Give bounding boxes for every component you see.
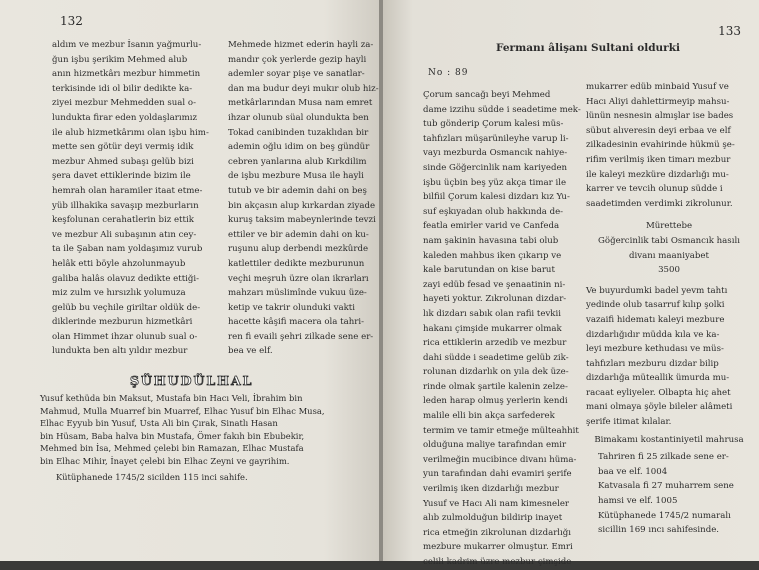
text-line: ziyei mezbur Mehmedden sual o- [52, 98, 196, 109]
text-line: cebren yanlarına alub Kırkdilim [228, 156, 367, 167]
text-line: dizdarlığa müteallik ümurda mu- [586, 373, 730, 384]
text-line: Mehmed bin İsa, Mehmed çelebi bin Ramazan, Elhac Mustafa [40, 443, 304, 454]
text-line: rica ettiklerin arzedib ve mezbur [423, 338, 567, 349]
text-line: nam şakinin havasına tabi olub [423, 235, 559, 246]
right-column-2 [586, 80, 752, 538]
text-line: mezbure mukarrer olmuştur. Emri [423, 542, 573, 553]
decree-order [586, 284, 752, 430]
text-line: tub gönderip Çorum kalesi müs- [423, 119, 564, 130]
section-title: ŞÜHUDÜLHAL [130, 373, 254, 388]
text-line: anın hizmetkârı mezbur himmetin [52, 69, 201, 80]
text-line: alıb zulmolduğun bildirip inayet [423, 513, 563, 524]
text-line: ruşunu alup derbendi mezkûrde [228, 244, 369, 255]
text-line: verilmiş iken dizdarlığı mezbur [423, 484, 559, 495]
right-column-1 [423, 88, 581, 570]
text-line: suf eşkıyadan olub hakkında de- [423, 206, 564, 217]
text-line: aldım ve mezbur İsanın yağmurlu- [52, 40, 202, 50]
text-line: ile kaleyi mezküre dizdarlığı mu- [586, 169, 729, 180]
closing-line: Bimakamı kostantiniyetil mahrusa [594, 434, 744, 445]
text-line: hemrah olan haramiler itaat etme- [52, 185, 203, 196]
text-line: kale barutundan on kise barut [423, 265, 555, 276]
text-line: Çorum sancağı beyi Mehmed [423, 90, 551, 100]
text-line: tahfızları müşarünileyhe varup li- [423, 133, 569, 144]
text-line: Yusuf ve Hacı Ali nam kimesneler [423, 498, 570, 509]
text-line: Tokad canibinden tuzaklıdan bir [228, 127, 369, 138]
page-number: 132 [60, 14, 83, 28]
text-line: gelüb bu veçhile giriltar oldük de- [52, 302, 201, 313]
text-line: malile elli bin akça sarfederek [423, 411, 555, 422]
text-line: ta ile Şaban nam yoldaşımız vurub [52, 244, 203, 255]
right-page [383, 0, 759, 567]
text-line: kaleden mahbus iken çıkarıp ve [423, 250, 562, 261]
text-line: katlettiler dedikte mezburunun [228, 258, 365, 269]
text-line: kuruş taksim mabeynlerinde tevzi [228, 215, 376, 226]
date-block [586, 450, 752, 538]
text-line: ettiler ve bir ademin dahi on ku- [228, 229, 369, 240]
text-line: diklerinde mezburun hizmetkâri [52, 317, 193, 328]
text-line: de işbu mezbure Musa ile hayli [228, 171, 364, 182]
text-line: hakanı çimşide mukarrer olmak [423, 323, 562, 334]
text-line: veçhi meşruh üzre olan ikrarları [228, 273, 369, 284]
left-page [0, 0, 381, 561]
text-line: zayi edüb fesad ve şenaatinin ni- [423, 279, 566, 290]
text-line: mahzarı müslimînde vukuu üze- [228, 288, 367, 299]
left-column-1 [52, 38, 212, 359]
text-line: termim ve tamir etmeğe mülteahhit [423, 425, 579, 436]
text-line: 3500 [658, 265, 680, 276]
text-line: Yusuf kethüda bin Maksut, Mustafa bin Hacı Veli, İbrahim bin [40, 393, 303, 403]
text-line: hayeti yoktur. Zıkrolunan dizdar- [423, 294, 567, 305]
text-line: dan ma budur deyi mukır olub hiz- [228, 83, 379, 94]
text-line: lünün nesnesin almışlar ise bades [586, 111, 734, 122]
document-title: Fermanı âlişanı Sultani oldurki [496, 42, 680, 54]
left-column-2 [228, 38, 378, 359]
text-line: Katvasala fi 27 muharrem sene [598, 481, 734, 492]
text-line: Mahmud, Mulla Muarref bin Muarref, Elhac Yusuf bin Elhac Musa, [40, 405, 325, 416]
text-line: mezbur Ahmed subaşı gelüb bizi [52, 156, 194, 167]
text-line: hacette kâşifi macera ola tahri- [228, 317, 365, 328]
text-line: yüb illhakika savaşıp mezburların [52, 200, 199, 211]
text-line: ren fi evaili şehri zilkade sene er- [228, 331, 374, 342]
text-line: bin Hüsam, Baba halva bin Mustafa, Ömer fakıh bin Ebubekir, [40, 430, 305, 441]
text-line: sinde Göğercinlik nam kariyeden [423, 162, 568, 173]
library-reference: Kütüphanede 1745/2 sicilden 115 inci sahife. [56, 471, 248, 482]
text-line: olduğuna maliye tarafından emir [423, 440, 567, 451]
decree-continuation [586, 80, 752, 211]
text-line: Göğercinlik tabi Osmancık hasılı [598, 235, 740, 246]
page-number: 133 [718, 24, 741, 38]
witness-list [40, 392, 378, 483]
text-line: sicillin 169 ıncı sahifesinde. [598, 525, 720, 536]
text-line: bea ve elf. [228, 346, 273, 357]
text-line: zilkadesinin evahirinde hükmü şe- [586, 140, 735, 151]
text-line: rinde olmak şartile kalenin zelze- [423, 381, 568, 392]
text-line: rica etmeğin zikrolunan dizdarlığı [423, 527, 572, 538]
text-line: Mürettebe [645, 221, 693, 232]
text-line: Elhac Eyyub bin Yusuf, Usta Ali bin Çırak, Sinatlı Hasan [40, 418, 278, 429]
text-line: sübut alıveresin deyi erbaa ve elf [586, 125, 731, 136]
text-line: keşfolunan cerahatlerin biz ettik [52, 215, 194, 226]
text-line: Ve buyurdumki badel yevm tahtı [586, 285, 728, 296]
text-line: olan Himmet ihzar olunub sual o- [52, 331, 198, 342]
text-line: mukarrer edüb minbaid Yusuf ve [586, 82, 729, 92]
text-line: ve mezbur Ali subaşının atın cey- [52, 229, 197, 240]
text-line: miz zulm ve hırsızlık yolumuza [52, 288, 186, 299]
text-line: dahi südde i seadetime gelüb zik- [423, 352, 569, 363]
text-line: şera davet ettiklerinde bizim ile [52, 171, 191, 182]
text-line: saadetimden verdimki zikrolunur. [586, 198, 733, 209]
text-line: Hacı Aliyi dahlettirmeyip mahsu- [586, 96, 730, 107]
text-line: lundukta ben altı yıldır mezbur [52, 346, 188, 357]
text-line: baa ve elf. 1004 [598, 466, 668, 477]
text-line: leyi mezbure kethudası ve müs- [586, 344, 724, 355]
text-line: terkisinde idi ol bilir dedikte ka- [52, 83, 193, 94]
text-line: tahfızları mezburu dizdar bilip [586, 358, 719, 369]
text-line: ademin oğlu idim on beş gündür [228, 142, 370, 153]
witness-lines [40, 392, 378, 468]
text-line: celili kadrim üzre mezbur çimşide [423, 557, 572, 567]
text-line: işbu üçbin beş yüz akça timar ile [423, 177, 567, 188]
text-line: bin Elhac Mihir, İnayet çelebi bin Elhac Zeyni ve gayrihim. [40, 455, 290, 466]
text-line: ile alub hizmetkârımı olan işbu him- [52, 127, 209, 138]
text-line: şerife itimat kılalar. [586, 417, 672, 428]
text-line: mandır çok yerlerde gezip hayli [228, 54, 367, 65]
text-line: leden harap olmuş yerlerin kendi [423, 396, 568, 407]
text-line: ketip ve takrir olunduki vakti [228, 302, 355, 313]
text-line: ğun işbu şerikim Mehmed alub [52, 54, 188, 65]
text-line: tutub ve bir ademin dahi on beş [228, 185, 367, 196]
text-line: vayı mezburda Osmancık nahiye- [423, 148, 568, 159]
text-line: hamsi ve elf. 1005 [598, 496, 678, 507]
text-line: divanı maaniyabet [629, 250, 709, 261]
text-line: featla emirler varid ve Canfeda [423, 221, 560, 232]
text-line: vazaifi hidematı kaleyi mezbure [586, 314, 725, 325]
text-line: lundukta firar eden yoldaşlarımız [52, 112, 198, 123]
text-line: Mehmede hizmet ederin hayli za- [228, 40, 374, 50]
text-line: lık dizdarı sabık olan rafii tevkii [423, 308, 562, 319]
text-line: rolunan dizdarlık on yıla dek üze- [423, 367, 569, 378]
text-line: metkârlarından Musa nam emret [228, 98, 373, 109]
document-number: No : 89 [428, 68, 469, 78]
text-line: yun tarafından dahi evamiri şerife [423, 469, 572, 480]
text-line: verilmeğin mucibince divanı hüma- [423, 454, 577, 465]
text-line: dame izzihu südde i seadetime mek- [423, 104, 581, 115]
text-line: bin akçasın alup kırkardan ziyade [228, 200, 376, 211]
registry-block [586, 219, 752, 277]
text-line: galiba halâs olavuz dedikte ettiği- [52, 273, 200, 284]
text-line: racaat eyliyeler. Olbapta hiç ahet [586, 387, 731, 398]
text-line: helâk etti böyle ahzolunmayub [52, 258, 186, 269]
text-line: ihzar olunub süal olundukta ben [228, 112, 369, 123]
text-line: bilfiil Çorum kalesi dizdarı kız Yu- [423, 192, 570, 203]
text-line: Tahriren fi 25 zilkade sene er- [598, 452, 729, 463]
text-line: mani olmaya şöyle bileler alâmeti [586, 402, 733, 413]
text-line: yedinde olub tasarruf kılıp şolki [586, 300, 725, 311]
text-line: Kütüphanede 1745/2 numaralı [598, 510, 731, 521]
text-line: dizdarlığıdır müdda kıla ve ka- [586, 329, 720, 340]
text-line: rifim verilmiş iken timarı mezbur [586, 154, 731, 165]
text-line: ademler soyar pişe ve sanatlar- [228, 69, 365, 80]
text-line: karrer ve tevcih olunup südde i [586, 184, 723, 195]
text-line: mette sen götür deyi vermiş idik [52, 142, 194, 153]
